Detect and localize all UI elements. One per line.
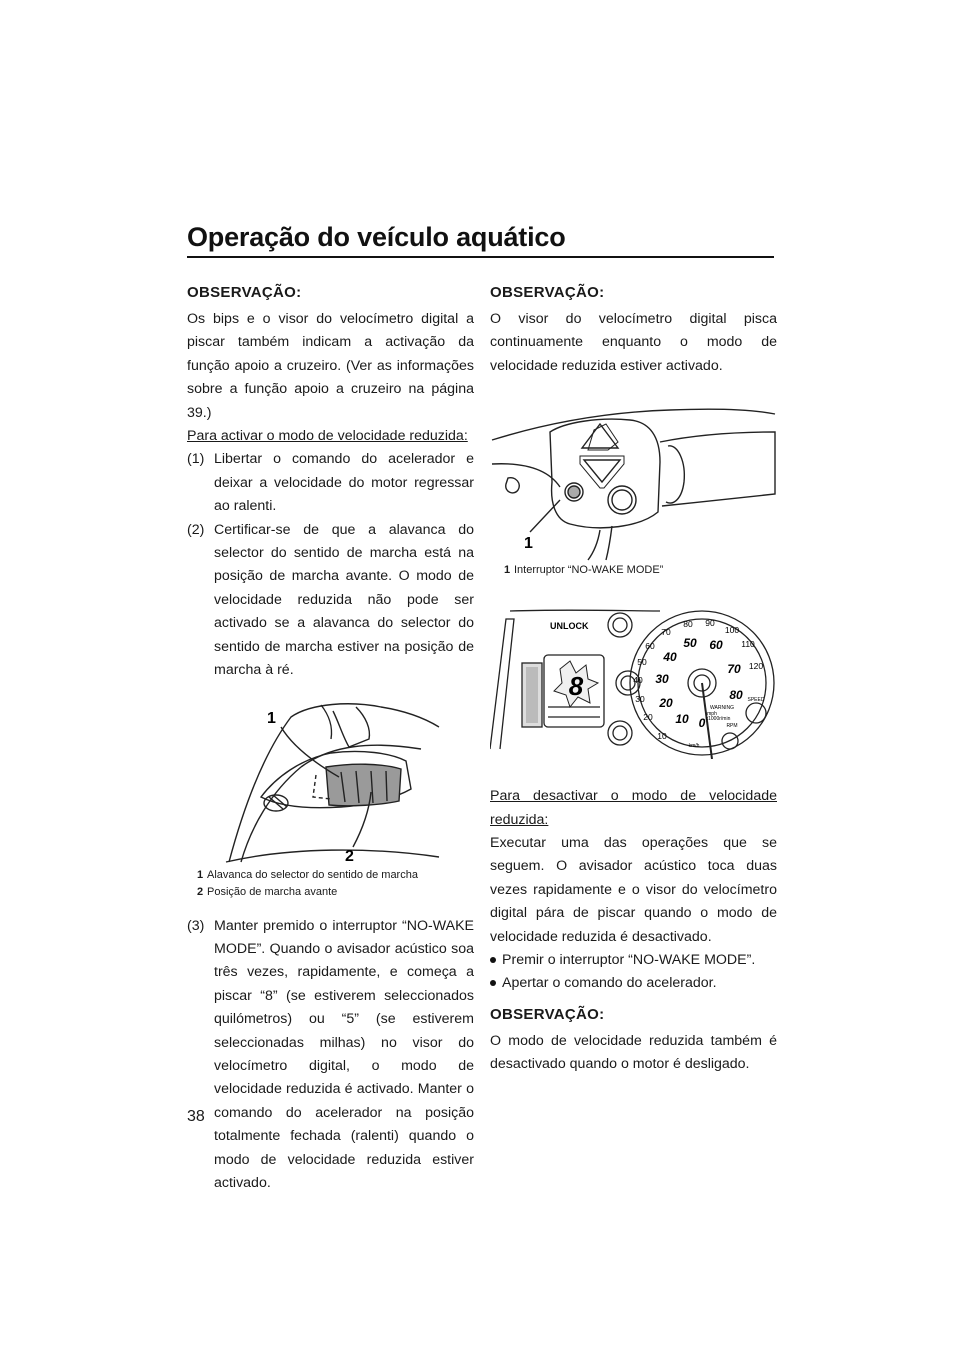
svg-text:RPM: RPM (726, 723, 738, 730)
bar-graph-icon (526, 667, 538, 723)
bullet-item: Apertar o comando do acelerador. (490, 972, 777, 995)
svg-text:WARNING: WARNING (710, 705, 734, 712)
svg-text:30: 30 (655, 672, 669, 687)
page-number: 38 (187, 1108, 205, 1125)
handlebar-switch-illustration (490, 402, 777, 562)
svg-text:90: 90 (705, 618, 715, 629)
note-heading: OBSERVAÇÃO: (187, 284, 302, 301)
svg-text:30: 30 (635, 694, 645, 705)
page-title: Operação do veículo aquático (187, 222, 566, 252)
callout-1: 1 (266, 709, 276, 727)
step-1 (187, 448, 474, 518)
deactivate-heading: Para desactivar o modo de velocidade reduzida: (490, 788, 777, 828)
svg-text:10: 10 (657, 731, 667, 742)
svg-text:50: 50 (683, 636, 697, 651)
callout-2: 2 (344, 847, 354, 865)
svg-text:80: 80 (729, 688, 743, 703)
svg-text:40: 40 (663, 650, 677, 665)
note-text: O modo de velocidade reduzida também é desactivado quando o motor é desligado. (490, 1032, 777, 1073)
step-text: Certificar-se de que a alavanca do selector do sentido de marcha está na posição de marcha avante. O modo de velocidade reduzida não pode ser activado se a alavanca do selector do sentido de marcha estiver na posição de marcha à ré. (214, 521, 474, 679)
shift-lever-illustration (221, 697, 441, 867)
svg-text:70: 70 (661, 627, 671, 638)
step-3 (187, 915, 474, 1196)
svg-text:100: 100 (724, 625, 740, 636)
svg-text:20: 20 (659, 696, 673, 711)
left-column (187, 284, 474, 1195)
callout-1: 1 (524, 535, 533, 553)
svg-text:60: 60 (709, 638, 723, 653)
caption-line: 1 Alavanca do selector do sentido de marcha (197, 868, 418, 881)
svg-text:40: 40 (633, 675, 643, 686)
title-divider (187, 256, 774, 258)
step-2 (187, 519, 474, 683)
svg-text:10: 10 (675, 712, 689, 727)
svg-text:60: 60 (645, 641, 655, 652)
svg-text:70: 70 (727, 662, 741, 677)
note-text: O visor do velocímetro digital pisca continuamente enquanto o modo de velocidade reduzida estiver activado. (490, 311, 777, 374)
note-heading: OBSERVAÇÃO: (490, 1005, 605, 1023)
figure-caption (197, 867, 474, 901)
step-number: (1) (187, 451, 205, 468)
svg-text:50: 50 (637, 657, 647, 668)
step-text: Libertar o comando do acelerador e deixar a velocidade do motor regressar ao ralenti. (214, 451, 474, 515)
svg-text:km/h: km/h (688, 743, 700, 750)
svg-text:80: 80 (683, 619, 693, 630)
meter-panel-illustration (490, 599, 777, 759)
note-heading: OBSERVAÇÃO: (490, 284, 605, 301)
svg-text:x1000r/min: x1000r/min (705, 716, 731, 723)
activate-heading: Para activar o modo de velocidade reduzida: (187, 428, 468, 445)
caption-line: 2 Posição de marcha avante (197, 885, 338, 898)
right-column (490, 284, 777, 1077)
svg-text:SPEED: SPEED (747, 697, 765, 704)
figure-caption: 1 Interruptor “NO-WAKE MODE” (504, 564, 664, 577)
note-text: Os bips e o visor do velocímetro digital a piscar também indicam a activação da função apoio a cruzeiro. (Ver as informações sobre a função apoio a cruzeiro na página 39.) (187, 311, 474, 421)
svg-text:0: 0 (698, 716, 706, 731)
deactivate-text: Executar uma das operações que se seguem. O avisador acústico toca duas vezes rapidamente e o visor do velocímetro digital pára de piscar quando o modo de velocidade reduzida é desactivado. (490, 835, 777, 945)
step-number: (2) (187, 521, 205, 538)
svg-text:mph: mph (707, 711, 717, 718)
digital-speed-digit: 8 (568, 671, 584, 702)
svg-text:20: 20 (643, 712, 653, 723)
step-number: (3) (187, 917, 205, 934)
bullet-item: Premir o interruptor “NO-WAKE MODE”. (490, 949, 777, 972)
svg-text:120: 120 (748, 661, 764, 672)
unlock-label: UNLOCK (550, 621, 589, 632)
svg-text:110: 110 (741, 639, 755, 650)
step-text: Manter premido o interruptor “NO-WAKE MODE”. Quando o avisador acústico soa três vezes, rapidamente, e começa a piscar “8” (se estiverem seleccionados quilómetros) ou “5” (se estiverem seleccionadas milhas) no visor do velocímetro digital, o modo de velocidade reduzida é activado. Manter o comando do acelerador na posição totalmente fechada (ralenti) quando o modo de velocidade reduzida estiver activado. (214, 917, 474, 1191)
